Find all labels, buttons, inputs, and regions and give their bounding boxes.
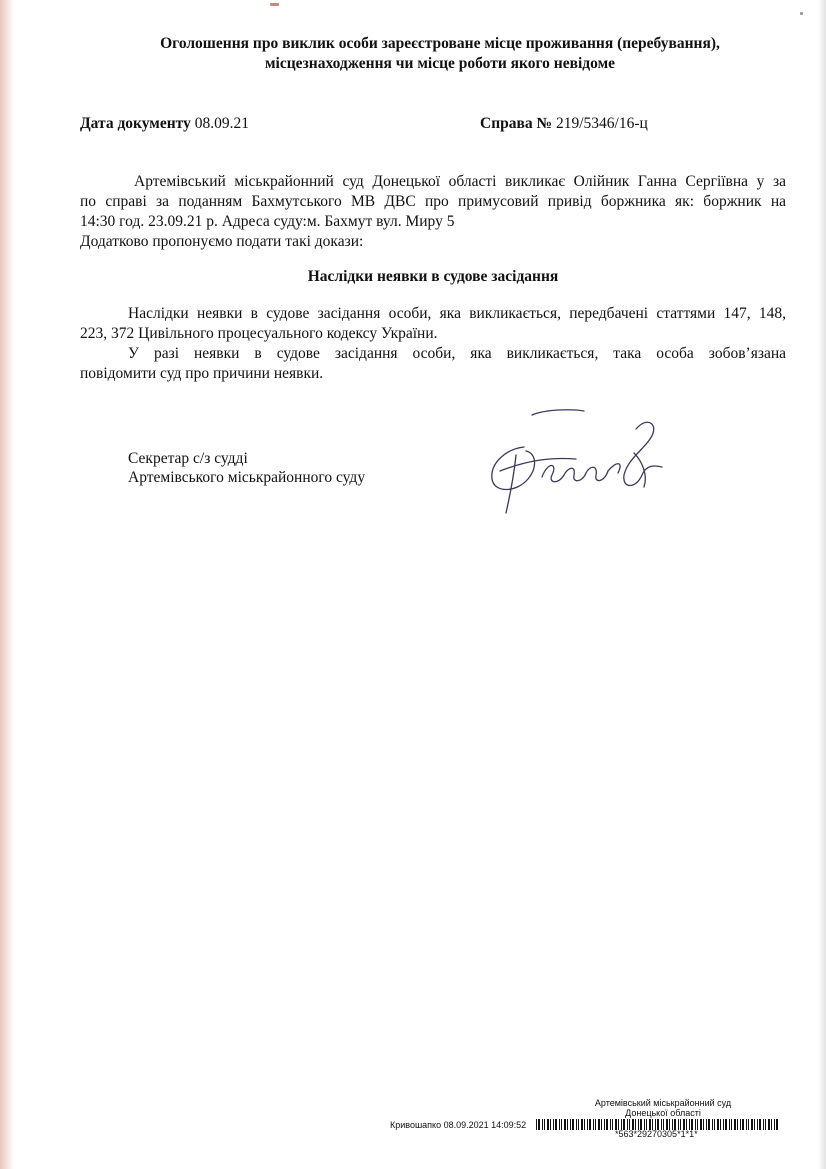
consequences-line: Наслідки неявки в судове засідання особи, яка викликається, передбачені статтями 147, 148, [128, 305, 786, 322]
barcode-bar [538, 1119, 540, 1130]
barcode-bar [542, 1119, 543, 1130]
document-title [80, 34, 800, 74]
barcode-bar [714, 1119, 715, 1130]
barcode-bar [561, 1119, 562, 1130]
barcode-bar [610, 1119, 611, 1130]
barcode-bar [729, 1119, 730, 1130]
barcode-bar [547, 1119, 549, 1130]
consequences-line: 223, 372 Цивільного процесуального кодексу України. [80, 325, 438, 342]
barcode-bar [751, 1119, 753, 1130]
barcode-bar [763, 1119, 764, 1130]
barcode-bar [703, 1119, 704, 1130]
barcode-bar [572, 1119, 574, 1130]
barcode-bar [598, 1119, 600, 1130]
barcode-bar [570, 1119, 571, 1130]
barcode-bar [601, 1119, 602, 1130]
barcode-bar [765, 1119, 766, 1130]
handwritten-signature [486, 405, 666, 520]
date-label: Дата документу [80, 115, 191, 132]
barcode-bar [576, 1119, 577, 1130]
barcode-bar [589, 1119, 591, 1130]
barcode-bar [606, 1119, 608, 1130]
barcode-bar [553, 1119, 554, 1130]
barcode-bar [725, 1119, 727, 1130]
summons-line: Артемівський міськрайонний суд Донецької області викликає Олійник Ганна Сергіївна у за [134, 173, 786, 190]
barcode-bar [544, 1119, 545, 1130]
barcode-bar [720, 1119, 721, 1130]
barcode-bar [737, 1119, 738, 1130]
barcode-bar [774, 1119, 775, 1130]
consequences-paragraphs [80, 304, 786, 384]
scan-edge-left [0, 0, 14, 1169]
consequences-line: повідомити суд про причини неявки. [80, 365, 324, 382]
footer-court-line: Донецької області [625, 1108, 701, 1118]
barcode-bar [712, 1119, 713, 1130]
footer-court [588, 1098, 738, 1118]
footer-user-timestamp: Кривошапко 08.09.2021 14:09:52 [390, 1120, 527, 1130]
barcode-bar [776, 1119, 778, 1130]
barcode-bar [723, 1119, 724, 1130]
barcode-text: *563*29270305*1*1* [615, 1129, 698, 1139]
barcode-bar [536, 1119, 537, 1130]
barcode-bar [595, 1119, 596, 1130]
barcode-bar [748, 1119, 749, 1130]
barcode-bar [768, 1119, 770, 1130]
scan-edge-right [818, 0, 826, 1169]
title-line-1: Оголошення про виклик особи зареєстроване місце проживання (перебування), [160, 35, 720, 52]
barcode-bar [578, 1119, 579, 1130]
barcode-bar [587, 1119, 588, 1130]
section-title: Наслідки неявки в судове засідання [307, 268, 559, 285]
barcode-bar [734, 1119, 736, 1130]
scan-speck [800, 12, 803, 15]
barcode-bar [559, 1119, 560, 1130]
secretary-block [128, 449, 365, 487]
registration-footer [390, 1098, 790, 1138]
consequences-line: У разі неявки в судове засідання особи, яка викликається, така особа зобов’язана [128, 345, 786, 362]
summons-line: по справі за поданням Бахмутського МВ ДВС про примусовий привід боржника як: боржник на [80, 193, 786, 210]
barcode-bar [593, 1119, 594, 1130]
date-value: 08.09.21 [194, 115, 249, 132]
barcode-bar [550, 1119, 551, 1130]
barcode-bar [746, 1119, 747, 1130]
secretary-court: Артемівського міськрайонного суду [128, 469, 366, 486]
barcode-bar [584, 1119, 585, 1130]
footer-court-line: Артемівський міськрайонний суд [594, 1098, 732, 1108]
case-value: 219/5346/16-ц [555, 115, 648, 132]
evidence-line: Додатково пропонуємо подати такі докази: [80, 233, 364, 250]
barcode-bar [567, 1119, 568, 1130]
barcode-bar [759, 1119, 761, 1130]
title-line-2: місцезнаходження чи місце роботи якого невідоме [264, 55, 616, 72]
barcode-bar [731, 1119, 732, 1130]
case-label: Справа № [480, 115, 553, 132]
barcode-bar [717, 1119, 719, 1130]
barcode-bar [555, 1119, 557, 1130]
barcode-bar [581, 1119, 583, 1130]
summons-paragraph [80, 172, 786, 252]
barcode-bar [771, 1119, 772, 1130]
scan-speck [270, 3, 279, 6]
barcode-bar [742, 1119, 744, 1130]
barcode-bar [754, 1119, 755, 1130]
barcode-bar [708, 1119, 710, 1130]
document-date [80, 115, 249, 133]
barcode-bar [564, 1119, 566, 1130]
barcode-bar [604, 1119, 605, 1130]
case-number [480, 115, 648, 133]
barcode-bar [757, 1119, 758, 1130]
barcode-bar [612, 1119, 613, 1130]
secretary-title: Секретар с/з судді [128, 450, 248, 467]
barcode-bar [706, 1119, 707, 1130]
barcode-bar [700, 1119, 702, 1130]
summons-line: 14:30 год. 23.09.21 р. Адреса суду:м. Бахмут вул. Миру 5 [80, 213, 455, 230]
barcode-bar [740, 1119, 741, 1130]
